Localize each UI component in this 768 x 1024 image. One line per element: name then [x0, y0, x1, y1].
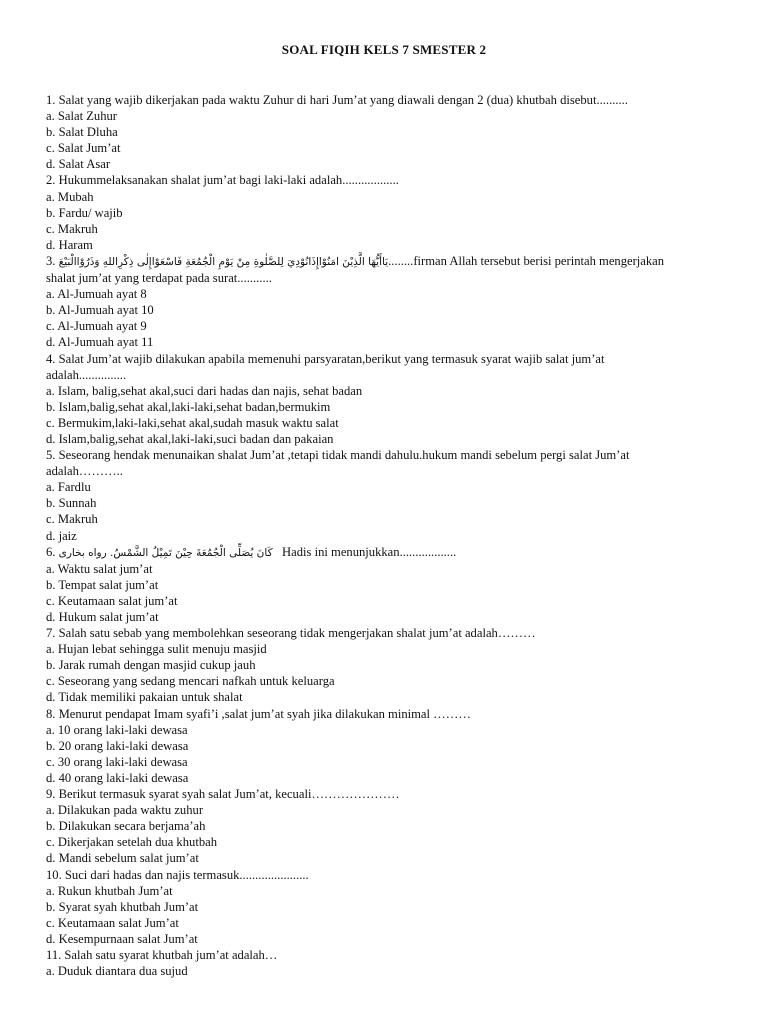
question-10: 10. Suci dari hadas dan najis termasuk...................... — [46, 867, 309, 882]
question-10-option-b: b. Syarat syah khutbah Jum’at — [46, 899, 199, 914]
question-8: 8. Menurut pendapat Imam syafi’i ,salat jum’at syah jika dilakukan minimal ……… — [46, 706, 471, 721]
question-1-option-a: a. Salat Zuhur — [46, 109, 117, 124]
question-9: 9. Berikut termasuk syarat syah salat Jum’at, kecuali………………… — [46, 787, 400, 802]
question-3-arabic-verse: يَاأَيُّهَا الَّذِيْنَ امَنُوْاإِذَانُوْدِيَ لِلصَّلٰوةِ مِنْ يَوْمِ الْجُمُعَةِ فَاسْعَوْاإِلٰى ذِكْرِاللهِ وَذَرُوْاالْبَيْعَ — [58, 255, 389, 268]
question-7: 7. Salah satu sebab yang membolehkan seseorang tidak mengerjakan shalat jum’at adalah……… — [46, 626, 536, 641]
question-7-option-b: b. Jarak rumah dengan masjid cukup jauh — [46, 658, 256, 673]
question-2-option-d: d. Haram — [46, 237, 93, 252]
question-3-number: 3. — [46, 253, 56, 268]
question-2-option-b: b. Fardu/ wajib — [46, 205, 123, 220]
question-2: 2. Hukummelaksanakan shalat jum’at bagi laki-laki adalah.................. — [46, 173, 399, 188]
question-6-option-d: d. Hukum salat jum’at — [46, 610, 159, 624]
question-3-option-a: a. Al-Jumuah ayat 8 — [46, 287, 147, 302]
question-3-option-d: d. Al-Jumuah ayat 11 — [46, 335, 154, 350]
question-11-option-a: a. Duduk diantara dua sujud — [46, 964, 188, 979]
question-3-option-c: c. Al-Jumuah ayat 9 — [46, 319, 147, 334]
question-4-option-c: c. Bermukim,laki-laki,sehat akal,sudah masuk waktu salat — [46, 415, 339, 430]
question-3-option-b: b. Al-Jumuah ayat 10 — [46, 303, 154, 318]
question-4-option-a: a. Islam, balig,sehat akal,suci dari hadas dan najis, sehat badan — [46, 383, 363, 398]
question-8-option-a: a. 10 orang laki-laki dewasa — [46, 722, 188, 737]
question-6-number: 6. — [46, 544, 56, 559]
question-10-option-d: d. Kesempurnaan salat Jum’at — [46, 931, 198, 946]
question-4-continued: adalah............... — [46, 367, 127, 382]
question-8-option-d: d. 40 orang laki-laki dewasa — [46, 770, 189, 785]
question-1-option-c: c. Salat Jum’at — [46, 141, 121, 156]
question-1-option-b: b. Salat Dluha — [46, 125, 118, 140]
question-4-option-d: d. Islam,balig,sehat akal,laki-laki,suci badan dan pakaian — [46, 431, 334, 446]
question-7-option-d: d. Tidak memiliki pakaian untuk shalat — [46, 690, 243, 705]
question-5: 5. Seseorang hendak menunaikan shalat Jum’at ,tetapi tidak mandi dahulu.hukum mandi sebelum pergi salat Jum’at — [46, 448, 630, 463]
question-5-option-c: c. Makruh — [46, 512, 98, 527]
question-6-option-c: c. Keutamaan salat jum’at — [46, 593, 178, 608]
question-4-option-b: b. Islam,balig,sehat akal,laki-laki,sehat badan,bermukim — [46, 399, 331, 414]
question-1-option-d: d. Salat Asar — [46, 157, 111, 172]
question-8-option-b: b. 20 orang laki-laki dewasa — [46, 738, 189, 753]
question-5-option-d: d. jaiz — [46, 528, 77, 543]
question-4: 4. Salat Jum’at wajib dilakukan apabila memenuhi parsyaratan,berikut yang termasuk syarat wajib salat jum’at — [46, 351, 605, 366]
question-10-option-c: c. Keutamaan salat Jum’at — [46, 915, 179, 930]
question-8-option-c: c. 30 orang laki-laki dewasa — [46, 754, 188, 769]
question-6 — [46, 544, 746, 561]
question-3-continued: shalat jum’at yang terdapat pada surat........... — [46, 271, 272, 286]
question-11: 11. Salah satu syarat khutbah jum’at adalah… — [46, 947, 278, 962]
question-10-option-a: a. Rukun khutbah Jum’at — [46, 883, 173, 898]
question-3-text: ........firman Allah tersebut berisi perintah mengerjakan — [388, 253, 665, 268]
question-3 — [46, 253, 746, 270]
question-5-continued: adalah……….. — [46, 464, 123, 479]
document-page — [46, 40, 746, 979]
question-9-option-c: c. Dikerjakan setelah dua khutbah — [46, 835, 217, 850]
question-6-arabic-hadith: كَانَ يُصَلِّى الْجُمُعَةَ حِيْنَ تَمِيْلُ الشَّمْسُ. رواه بخارى — [58, 546, 273, 559]
question-6-text: Hadis ini menunjukkan.................. — [282, 544, 457, 559]
question-9-option-a: a. Dilakukan pada waktu zuhur — [46, 803, 204, 818]
question-2-option-c: c. Makruh — [46, 221, 98, 236]
question-5-option-a: a. Fardlu — [46, 480, 91, 495]
title-spacer — [46, 60, 746, 92]
question-2-option-a: a. Mubah — [46, 189, 94, 204]
question-9-option-b: b. Dilakukan secara berjama’ah — [46, 819, 206, 834]
document-title: SOAL FIQIH KELS 7 SMESTER 2 — [281, 42, 487, 57]
question-6-option-a: a. Waktu salat jum’at — [46, 561, 153, 576]
question-6-option-b: b. Tempat salat jum’at — [46, 577, 159, 592]
question-7-option-c: c. Seseorang yang sedang mencari nafkah untuk keluarga — [46, 674, 335, 689]
question-9-option-d: d. Mandi sebelum salat jum’at — [46, 851, 199, 866]
question-5-option-b: b. Sunnah — [46, 496, 97, 511]
question-1: 1. Salat yang wajib dikerjakan pada waktu Zuhur di hari Jum’at yang diawali dengan 2 (dua) khutbah disebut.......... — [46, 93, 628, 107]
question-7-option-a: a. Hujan lebat sehingga sulit menuju masjid — [46, 642, 267, 657]
